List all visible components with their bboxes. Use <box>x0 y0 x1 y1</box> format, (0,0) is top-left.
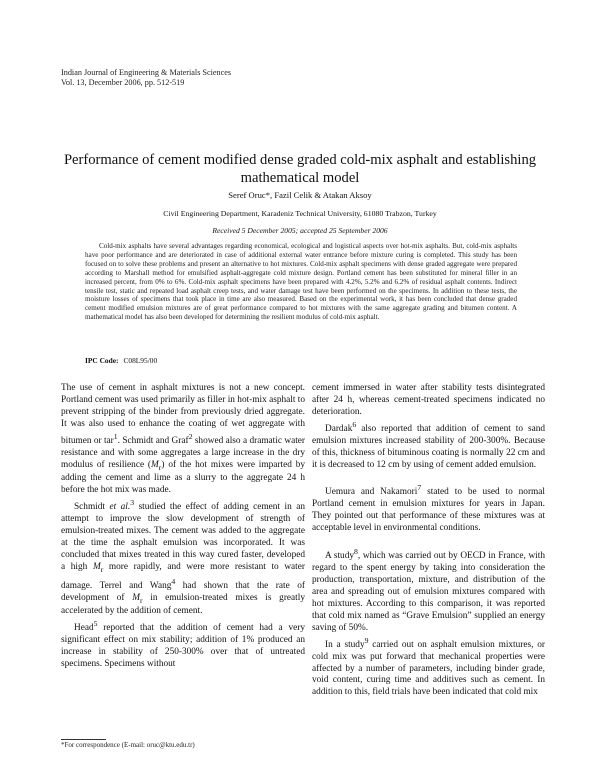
journal-name: Indian Journal of Engineering & Materials Sciences <box>61 68 232 77</box>
citation-ref: 9 <box>364 635 369 645</box>
citation-ref: 3 <box>130 498 135 508</box>
ipc-code <box>85 356 157 365</box>
paragraph: cement immersed in water after stability tests disintegrated after 24 h, whereas cement-treated specimens indicated no deterioration. <box>312 383 545 417</box>
paragraph: Uemura and Nakamori$^7$ stated to be used to normal Portland cement in emulsion mixtures for years in Japan. They pointed out that performance of these mixtures was at acceptable level in environmental conditions. <box>312 483 545 534</box>
authors: Seref Oruc*, Fazil Celik & Atakan Aksoy <box>228 190 372 200</box>
citation-ref: 1 <box>113 431 118 441</box>
paragraph: In a study$^9$ carried out on asphalt emulsion mixtures, or cold mix was put forward that mechanical properties were affected by a number of parameters, including binder grade, void content, curing time and additives such as cement. In addition to this, field trials have been indicated that cold mix <box>312 635 545 698</box>
ipc-label: IPC Code: <box>85 356 119 365</box>
footnote-divider <box>61 739 106 740</box>
journal-issue: Vol. 13, December 2006, pp. 512-519 <box>61 78 185 87</box>
paragraph: A study$^8$, which was carried out by OECD in France, with regard to the spent energy by taking into consideration the production, transportation, mixture, and distribution of the area and spreading out of emulsion mixtures compared with hot mixtures. According to this comparison, it was reported that cold mix named as “Grave Emulsion” supplied an energy saving of 50%. <box>312 547 545 633</box>
paragraph: Head$^5$ reported that the addition of cement had a very significant effect on mix stability; addition of 1% produced an increase in stability of 250-300% over that of untreated specimens. Specimens without <box>61 619 305 669</box>
paragraph: Dardak$^6$ also reported that addition of cement to sand emulsion mixtures increased stability of 200-300%. Because of this, thickness of bituminous coating is normally 22 cm and it is decreased to 12 cm by using of cement added emulsion. <box>312 419 545 470</box>
paper-title: Performance of cement modified dense graded cold-mix asphalt and establishing mathematical model <box>63 152 537 186</box>
received-date: Received 5 December 2005; accepted 25 September 2006 <box>212 226 388 235</box>
affiliation: Civil Engineering Department, Karadeniz Technical University, 61080 Trabzon, Turkey <box>163 209 437 218</box>
citation-ref: 4 <box>171 576 176 586</box>
citation-ref: 5 <box>93 619 98 629</box>
citation-ref: 6 <box>352 419 357 429</box>
journal-header <box>61 68 231 88</box>
left-column <box>61 383 305 671</box>
abstract: Cold-mix asphalts have several advantages regarding economical, ecological and logistical aspects over hot-mix asphalts. But, cold-mix asphalts have poor performance and are deteriorated in case of additional external water entrance before mixture curing is completed. This study has been focused on to solve these problems and present an alternative to hot mixtures. Cold-mix asphalt specimens with dense graded aggregate were prepared according to Marshall method for emulsified asphalt-aggregate cold mixture design. Portland cement has been substituted for mineral filler in an increased percent, from 0% to 6%. Cold-mix asphalt specimens have been prepared with 4.2%, 5.2% and 6.2% of residual asphalt contents. Indirect tensile test, static and repeated load asphalt creep tests, and water damage test have been performed on the specimens. In addition to these tests, the moisture losses of specimens that took place in time are also measured. Based on the experimental work, it has been concluded that dense graded cement modified emulsion mixtures are of great performance compared to hot mixtures with the same aggregate grading and bitumen content. A mathematical model has also been developed for determining the resilient modulus of cold-mix asphalt. <box>85 242 517 322</box>
right-column <box>312 383 545 699</box>
citation-ref: 2 <box>188 431 193 441</box>
paragraph: The use of cement in asphalt mixtures is not a new concept. Portland cement was used primarily as filler in hot-mix asphalt to prevent stripping of the binder from previously dried aggregate. It was also used to enhance the coating of wet aggregate with bitumen or tar$^1$. Schmidt and Graf$^2$ showed also a dramatic water resistance and with some aggregates a large increase in the dry modulus of resilience $(M_r)$ of the hot mixes were imparted by adding the cement and lime as a slurry to the aggregate 24 h before the hot mix was made. <box>61 383 305 496</box>
ipc-value: C08L95/00 <box>123 356 158 365</box>
citation-ref: 8 <box>354 547 358 557</box>
paragraph: Schmidt et al.$^3$ studied the effect of adding cement in an attempt to improve the slow development of strength of emulsion-treated mixes. The cement was added to the aggregate at the time the asphalt emulsion was incorporated. It was concluded that mixes treated in this way cured faster, developed a high $M_r$ more rapidly, and were more resistant to water damage. Terrel and Wang$^4$ had shown that the rate of development of $M_r$ in emulsion-treated mixes is greatly accelerated by the addition of cement. <box>61 498 305 617</box>
citation-ref: 7 <box>417 483 422 493</box>
footnote: *For correspondence (E-mail: oruc@ktu.edu.tr) <box>61 741 195 749</box>
